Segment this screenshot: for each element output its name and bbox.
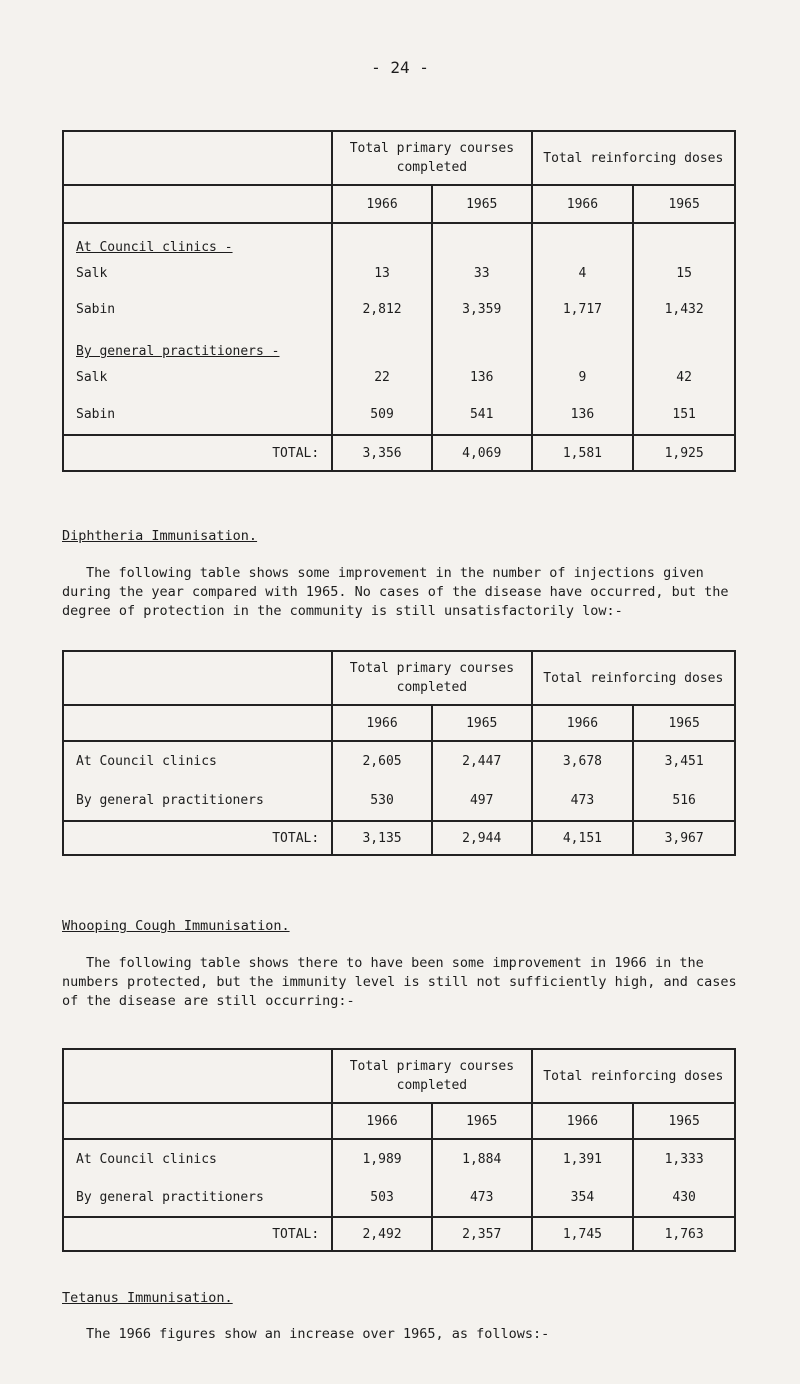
- whooping-paragraph: The following table shows there to have been some improvement in 1966 in the numbers protected, but the immunity level is still not sufficiently high, and cases of the disease are still occurring:-: [62, 955, 737, 1009]
- cell: 4,151: [532, 821, 634, 855]
- cell: 2,492: [332, 1217, 432, 1251]
- whooping-table: [62, 1048, 736, 1252]
- cell: 509: [332, 395, 432, 435]
- total-row: [63, 1217, 735, 1251]
- cell: 1,581: [532, 435, 634, 471]
- row-label: By general practitioners: [63, 1179, 332, 1217]
- total-row: [63, 435, 735, 471]
- cell: 430: [633, 1179, 735, 1217]
- cell: 473: [432, 1179, 532, 1217]
- year-header: 1965: [432, 185, 532, 223]
- header-primary: Total primary courses completed: [332, 1049, 531, 1103]
- table-row: [63, 255, 735, 291]
- diphtheria-paragraph: The following table shows some improvement in the number of injections given during the year compared with 1965. No cases of the disease have occurred, but the degree of protection in the community is still unsatisfactorily low:-: [62, 565, 729, 619]
- cell: 473: [532, 781, 634, 821]
- year-header: 1966: [332, 1103, 432, 1139]
- cell: 1,763: [633, 1217, 735, 1251]
- diphtheria-table: [62, 650, 736, 856]
- year-header: 1965: [633, 185, 735, 223]
- total-label: TOTAL:: [63, 1217, 332, 1251]
- total-label: TOTAL:: [63, 821, 332, 855]
- cell: 497: [432, 781, 532, 821]
- header-reinforcing: Total reinforcing doses: [532, 651, 735, 705]
- header-reinforcing: Total reinforcing doses: [532, 1049, 735, 1103]
- year-header: 1965: [633, 1103, 735, 1139]
- cell: 354: [532, 1179, 634, 1217]
- year-header: 1966: [532, 185, 634, 223]
- table-row: [63, 291, 735, 327]
- cell: 2,605: [332, 741, 432, 781]
- year-header: 1966: [532, 705, 634, 741]
- year-header: 1966: [332, 185, 432, 223]
- cell: 4,069: [432, 435, 532, 471]
- year-header: 1965: [432, 705, 532, 741]
- row-label: Sabin: [63, 395, 332, 435]
- cell: 1,391: [532, 1139, 634, 1179]
- cell: 1,989: [332, 1139, 432, 1179]
- cell: 13: [332, 255, 432, 291]
- header-primary: Total primary courses completed: [332, 131, 531, 185]
- cell: 136: [432, 359, 532, 395]
- year-header: 1965: [432, 1103, 532, 1139]
- table-row: [63, 781, 735, 821]
- cell: 1,432: [633, 291, 735, 327]
- cell: 530: [332, 781, 432, 821]
- cell: 4: [532, 255, 634, 291]
- tetanus-heading: Tetanus Immunisation.: [62, 1290, 233, 1306]
- year-header: 1965: [633, 705, 735, 741]
- row-label: Salk: [63, 255, 332, 291]
- cell: 15: [633, 255, 735, 291]
- cell: 2,812: [332, 291, 432, 327]
- polio-table: [62, 130, 736, 472]
- header-reinforcing: Total reinforcing doses: [532, 131, 735, 185]
- cell: 1,717: [532, 291, 634, 327]
- page-number: - 24 -: [371, 58, 429, 77]
- cell: 151: [633, 395, 735, 435]
- cell: 3,451: [633, 741, 735, 781]
- total-row: [63, 821, 735, 855]
- row-label: Salk: [63, 359, 332, 395]
- row-label: At Council clinics: [63, 1139, 332, 1179]
- cell: 3,356: [332, 435, 432, 471]
- cell: 42: [633, 359, 735, 395]
- table-row: [63, 395, 735, 435]
- whooping-heading: Whooping Cough Immunisation.: [62, 918, 290, 934]
- cell: 516: [633, 781, 735, 821]
- table-row: [63, 359, 735, 395]
- year-header: 1966: [332, 705, 432, 741]
- row-label: Sabin: [63, 291, 332, 327]
- row-label: At Council clinics: [63, 741, 332, 781]
- cell: 2,447: [432, 741, 532, 781]
- group-label: By general practitioners -: [76, 344, 280, 359]
- row-label: By general practitioners: [63, 781, 332, 821]
- cell: 22: [332, 359, 432, 395]
- cell: 3,678: [532, 741, 634, 781]
- group-label: At Council clinics -: [76, 240, 233, 255]
- cell: 3,967: [633, 821, 735, 855]
- table-row: [63, 1139, 735, 1179]
- table-row: [63, 1179, 735, 1217]
- cell: 503: [332, 1179, 432, 1217]
- cell: 1,745: [532, 1217, 634, 1251]
- cell: 33: [432, 255, 532, 291]
- cell: 1,925: [633, 435, 735, 471]
- cell: 136: [532, 395, 634, 435]
- cell: 3,359: [432, 291, 532, 327]
- cell: 1,333: [633, 1139, 735, 1179]
- cell: 2,944: [432, 821, 532, 855]
- cell: 3,135: [332, 821, 432, 855]
- year-header: 1966: [532, 1103, 634, 1139]
- diphtheria-heading: Diphtheria Immunisation.: [62, 528, 258, 544]
- cell: 9: [532, 359, 634, 395]
- tetanus-paragraph: The 1966 figures show an increase over 1965, as follows:-: [86, 1326, 550, 1342]
- cell: 2,357: [432, 1217, 532, 1251]
- cell: 541: [432, 395, 532, 435]
- cell: 1,884: [432, 1139, 532, 1179]
- table-row: [63, 741, 735, 781]
- header-primary: Total primary courses completed: [332, 651, 531, 705]
- total-label: TOTAL:: [63, 435, 332, 471]
